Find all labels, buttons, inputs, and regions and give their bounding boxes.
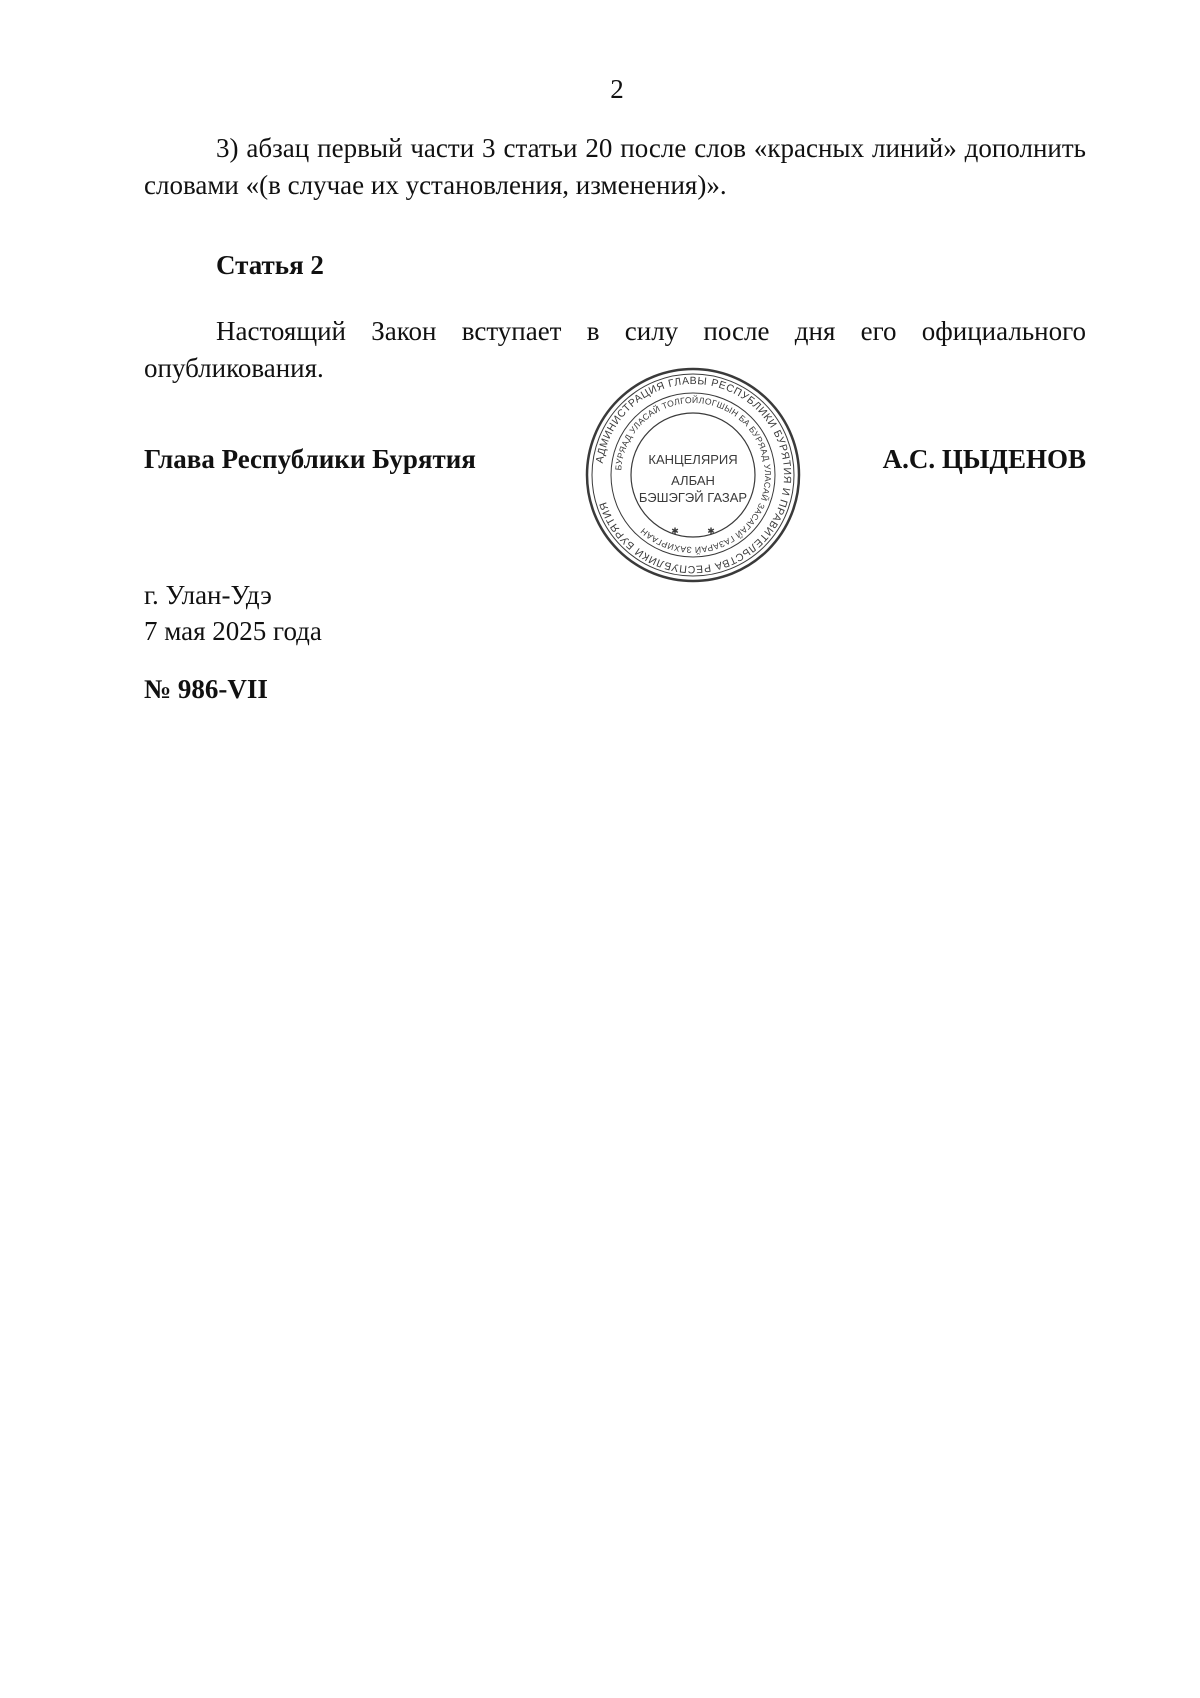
- article-heading: Статья 2: [216, 250, 324, 280]
- amendment-text: 3) абзац первый части 3 статьи 20 после слов «красных линий» дополнить словами «(в случае их установления, изменения)».: [144, 133, 1086, 200]
- place: г. Улан-Удэ: [144, 580, 272, 610]
- seal-center-line-2: АЛБАН: [671, 473, 715, 488]
- law-number: № 986-VII: [144, 674, 268, 704]
- article-text: Настоящий Закон вступает в силу после дня его официального опубликования.: [144, 316, 1086, 383]
- seal-outer-text: АДМИНИСТРАЦИЯ ГЛАВЫ РЕСПУБЛИКИ БУРЯТИЯ И ПРАВИТЕЛЬСТВА РЕСПУБЛИКИ БУРЯТИЯ: [593, 374, 794, 576]
- date: 7 мая 2025 года: [144, 616, 322, 646]
- seal-center-line-3: БЭШЭГЭЙ ГАЗАР: [638, 490, 748, 505]
- official-seal: [582, 364, 804, 586]
- signer-title: Глава Республики Бурятия: [144, 444, 476, 474]
- place-and-date: [144, 577, 322, 649]
- signer-name: А.С. ЦЫДЕНОВ: [882, 444, 1086, 474]
- seal-inner-text: БУРЯАД УЛАСАЙ ТОЛГОЙЛОГШЫН БА БУРЯАД УЛАСАЙ ЗАСАГАЙ ГАЗАРАЙ ЗАХИРГААН: [613, 394, 774, 556]
- seal-star-right: ✱: [707, 527, 715, 537]
- seal-star-left: ✱: [671, 527, 679, 537]
- amendment-paragraph: [144, 130, 1086, 204]
- page-number: 2: [610, 74, 624, 104]
- seal-center-line-1: КАНЦЕЛЯРИЯ: [648, 452, 738, 467]
